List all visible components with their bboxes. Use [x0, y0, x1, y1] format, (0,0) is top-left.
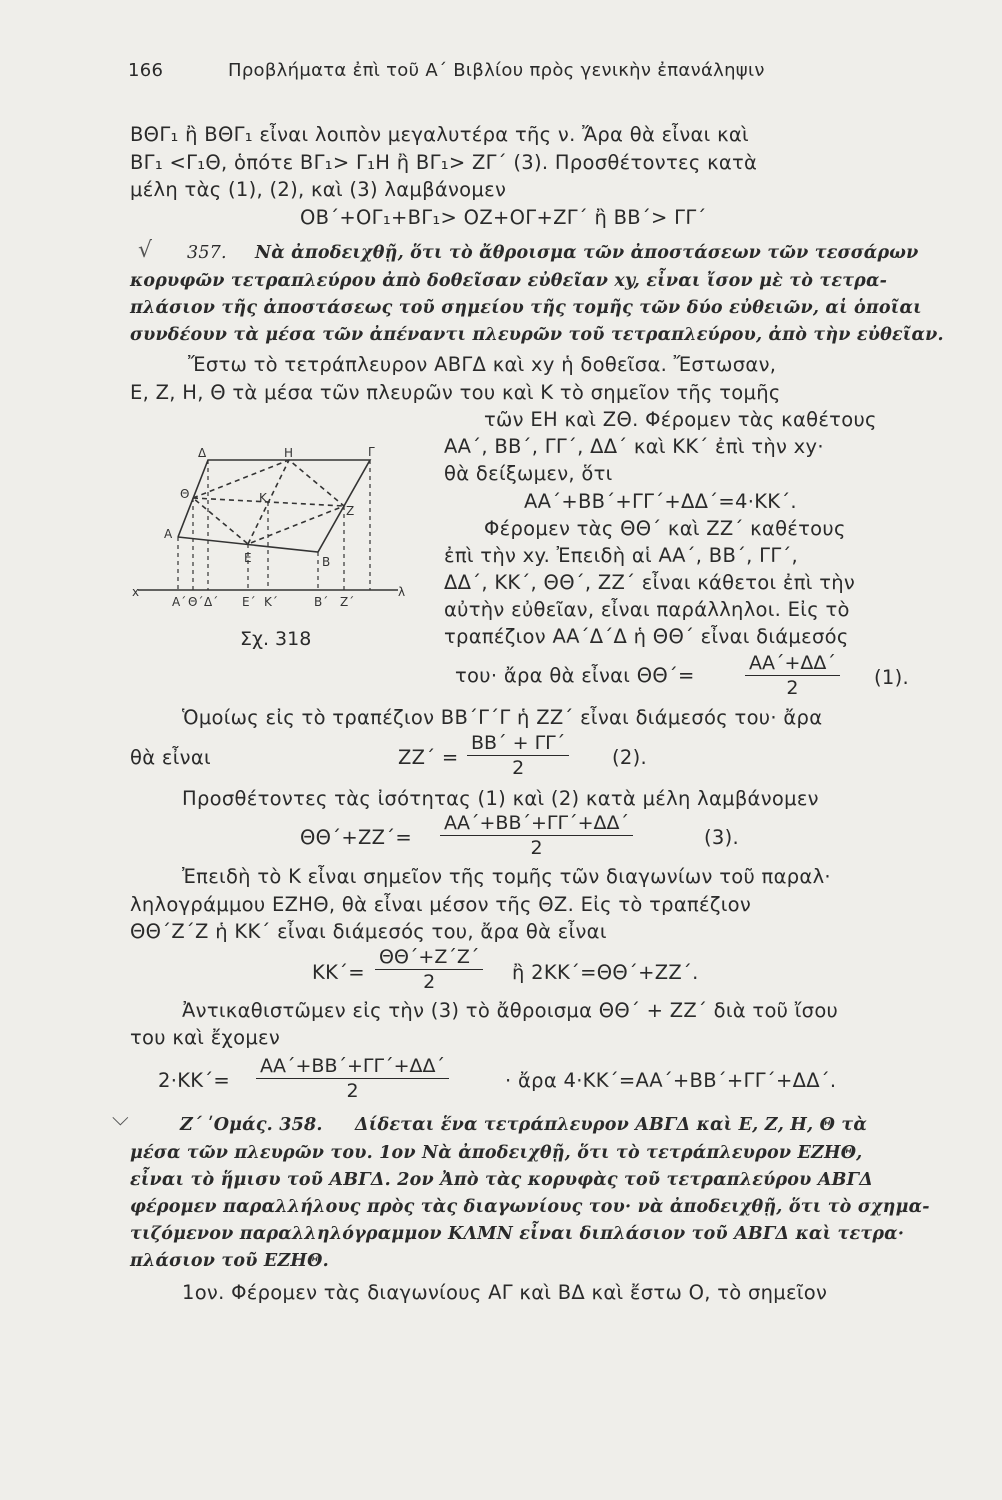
text-line: τραπέζιον ΑΑ΄Δ΄Δ ἡ ΘΘ΄ εἶναι διάμεσός: [444, 625, 849, 648]
text-line: Ἐπειδὴ τὸ Κ εἶναι σημεῖον τῆς τομῆς τῶν διαγωνίων τοῦ παραλ·: [182, 865, 831, 888]
text-line: Ἀντικαθιστῶμεν εἰς τὴν (3) τὸ ἄθροισμα ΘΘ΄ + ΖΖ΄ διὰ τοῦ ἴσου: [182, 999, 839, 1022]
label-y: λ: [398, 585, 406, 599]
text-line: του· ἄρα θὰ εἶναι ΘΘ΄=: [455, 664, 695, 687]
problem-statement-line: εἶναι τὸ ἥμισυ τοῦ ΑΒΓΔ. 2ον Ἀπὸ τὰς κορυφὰς τοῦ τετραπλεύρου ΑΒΓΔ: [130, 1170, 873, 1190]
equation-line: ΑΑ΄+ΒΒ΄+ΓΓ΄+ΔΔ΄=4·ΚΚ΄.: [524, 490, 797, 513]
label-A: Α: [164, 527, 173, 541]
equation-tag: (2).: [612, 746, 648, 769]
text-line: ληλογράμμου ΕΖΗΘ, θὰ εἶναι μέσον τῆς ΘΖ. Εἰς τὸ τραπέζιον: [130, 893, 752, 916]
equation-tag: (1).: [874, 666, 910, 689]
label-B: Β: [322, 555, 331, 569]
label-E: Ε: [244, 551, 252, 565]
text-line: 2·ΚΚ΄=: [158, 1069, 231, 1092]
problem-statement-line: Νὰ ἀποδειχθῇ, ὅτι τὸ ἄθροισμα τῶν ἀποστάσεων τῶν τεσσάρων: [255, 243, 919, 263]
text-line: ἐπὶ τὴν xy. Ἐπειδὴ αἱ ΑΑ΄, ΒΒ΄, ΓΓ΄,: [444, 544, 799, 567]
text-line: ΘΘ΄Ζ΄Ζ ἡ ΚΚ΄ εἶναι διάμεσός του, ἄρα θὰ εἶναι: [130, 920, 607, 943]
problem-statement-line: πλάσιον τῆς ἀποστάσεως τοῦ σημείου τῆς τομῆς τῶν δύο εὐθειῶν, αἱ ὁποῖαι: [130, 298, 922, 318]
fraction-denominator: 2: [346, 1080, 359, 1102]
text-line: ΒΘΓ₁ ἢ ΒΘΓ₁ εἶναι λοιπὸν μεγαλυτέρα τῆς ν. Ἄρα θὰ εἶναι καὶ: [130, 123, 749, 146]
fraction-2: [467, 732, 569, 779]
problem-statement-line: φέρομεν παραλλήλους πρὸς τὰς διαγωνίους του· νὰ ἀποδειχθῇ, ὅτι τὸ σχημα-: [130, 1197, 930, 1217]
margin-check-mark: ⌵: [112, 1106, 129, 1131]
label-G: Γ: [368, 445, 375, 459]
text-line: 1ον. Φέρομεν τὰς διαγωνίους ΑΓ καὶ ΒΔ καὶ ἔστω Ο, τὸ σημεῖον: [182, 1281, 828, 1304]
label-Th-prime: Θ΄: [188, 595, 204, 609]
text-line: Ε, Ζ, Η, Θ τὰ μέσα τῶν πλευρῶν του καὶ Κ τὸ σημεῖον τῆς τομῆς: [130, 381, 781, 404]
page-number: 166: [128, 60, 164, 81]
problem-statement-line: κορυφῶν τετραπλεύρου ἀπὸ δοθεῖσαν εὐθεῖαν xy, εἶναι ἴσον μὲ τὸ τετρα-: [130, 271, 888, 291]
label-D-prime: Δ΄: [204, 595, 219, 609]
text-line: ΔΔ΄, ΚΚ΄, ΘΘ΄, ΖΖ΄ εἶναι κάθετοι ἐπὶ τὴν: [444, 571, 856, 594]
fraction-numerator: ΑΑ΄+ΔΔ΄: [745, 652, 840, 676]
fraction-numerator: ΑΑ΄+ΒΒ΄+ΓΓ΄+ΔΔ΄: [440, 812, 633, 836]
problem-statement-line: Δίδεται ἕνα τετράπλευρον ΑΒΓΔ καὶ Ε, Ζ, Η, Θ τὰ: [355, 1115, 867, 1135]
fraction-numerator: ΘΘ΄+Ζ΄Ζ΄: [375, 946, 483, 970]
text-line: Προσθέτοντες τὰς ἰσότητας (1) καὶ (2) κατὰ μέλη λαμβάνομεν: [182, 787, 819, 810]
margin-check-mark: √: [138, 238, 153, 263]
text-line: Ὁμοίως εἰς τὸ τραπέζιον ΒΒ΄Γ΄Γ ἡ ΖΖ΄ εἶναι διάμεσός του· ἄρα: [182, 706, 823, 729]
problem-statement-line: τιζόμενον παραλληλόγραμμον ΚΛΜΝ εἶναι διπλάσιον τοῦ ΑΒΓΔ καὶ τετρα·: [130, 1224, 905, 1244]
fraction-5: [256, 1055, 449, 1102]
text-line: ΘΘ΄+ΖΖ΄=: [300, 826, 412, 849]
label-K-prime: Κ΄: [264, 595, 278, 609]
equation-tag: (3).: [704, 826, 740, 849]
fraction-denominator: 2: [786, 677, 799, 699]
label-H: Η: [284, 446, 294, 460]
problem-statement-line: συνδέουν τὰ μέσα τῶν ἀπέναντι πλευρῶν τοῦ τετραπλεύρου, ἀπὸ τὴν εὐθεῖαν.: [130, 325, 944, 345]
text-line: μέλη τὰς (1), (2), καὶ (3) λαμβάνομεν: [130, 178, 507, 201]
text-line: τῶν ΕΗ καὶ ΖΘ. Φέρομεν τὰς καθέτους: [484, 408, 877, 431]
fraction-4: [375, 946, 483, 993]
fraction-numerator: ΒΒ΄ + ΓΓ΄: [467, 732, 569, 756]
figure-caption: Σχ. 318: [240, 628, 312, 650]
text-line: θὰ δείξωμεν, ὅτι: [444, 462, 613, 485]
running-title: Προβλήματα ἐπὶ τοῦ Α΄ Βιβλίου πρὸς γενικὴν ἐπανάληψιν: [228, 60, 765, 81]
problem-statement-line: μέσα τῶν πλευρῶν του. 1ον Νὰ ἀποδειχθῇ, ὅτι τὸ τετράπλευρον ΕΖΗΘ,: [130, 1143, 863, 1163]
label-x: x: [132, 585, 140, 599]
inequality-line: ΟΒ΄+ΟΓ₁+ΒΓ₁> ΟΖ+ΟΓ+ΖΓ΄ ἢ ΒΒ΄> ΓΓ΄: [300, 206, 707, 229]
label-Th: Θ: [180, 487, 190, 501]
text-line: · ἄρα 4·ΚΚ΄=ΑΑ΄+ΒΒ΄+ΓΓ΄+ΔΔ΄.: [505, 1069, 837, 1092]
label-A-prime: Α΄: [172, 595, 187, 609]
fraction-1: [745, 652, 840, 699]
text-line: Ἔστω τὸ τετράπλευρον ΑΒΓΔ καὶ xy ἡ δοθεῖσα. Ἔστωσαν,: [188, 353, 777, 376]
label-Z-prime: Ζ΄: [340, 595, 355, 609]
text-line: ΑΑ΄, ΒΒ΄, ΓΓ΄, ΔΔ΄ καὶ ΚΚ΄ ἐπὶ τὴν xy·: [444, 435, 824, 458]
text-line: ἢ 2ΚΚ΄=ΘΘ΄+ΖΖ΄.: [512, 961, 699, 984]
fraction-numerator: ΑΑ΄+ΒΒ΄+ΓΓ΄+ΔΔ΄: [256, 1055, 449, 1079]
problem-statement-line: πλάσιον τοῦ ΕΖΗΘ.: [130, 1251, 329, 1271]
text-line: του καὶ ἔχομεν: [130, 1026, 281, 1049]
fraction-denominator: 2: [530, 837, 543, 859]
text-line: θὰ εἶναι: [130, 746, 211, 769]
text-line: ΚΚ΄=: [312, 961, 365, 984]
label-D: Δ: [198, 446, 207, 460]
problem-number: Ζ΄ ʹΟμάς. 358.: [180, 1115, 323, 1135]
text-line: ΖΖ΄ =: [398, 746, 459, 769]
label-B-prime: Β΄: [314, 595, 329, 609]
text-line: Φέρομεν τὰς ΘΘ΄ καὶ ΖΖ΄ καθέτους: [484, 517, 846, 540]
label-Z: Ζ: [346, 504, 355, 518]
fraction-3: [440, 812, 633, 859]
geometry-figure: [128, 440, 418, 620]
fraction-denominator: 2: [512, 757, 525, 779]
text-line: αὐτὴν εὐθεῖαν, εἶναι παράλληλοι. Εἰς τὸ: [444, 598, 850, 621]
label-E-prime: Ε΄: [242, 595, 256, 609]
text-line: ΒΓ₁ <Γ₁Θ, ὁπότε ΒΓ₁> Γ₁Η ἢ ΒΓ₁> ΖΓ΄ (3). Προσθέτοντες κατὰ: [130, 151, 758, 174]
fraction-denominator: 2: [423, 971, 436, 993]
problem-number: 357.: [187, 243, 227, 263]
label-K: Κ: [259, 491, 267, 505]
